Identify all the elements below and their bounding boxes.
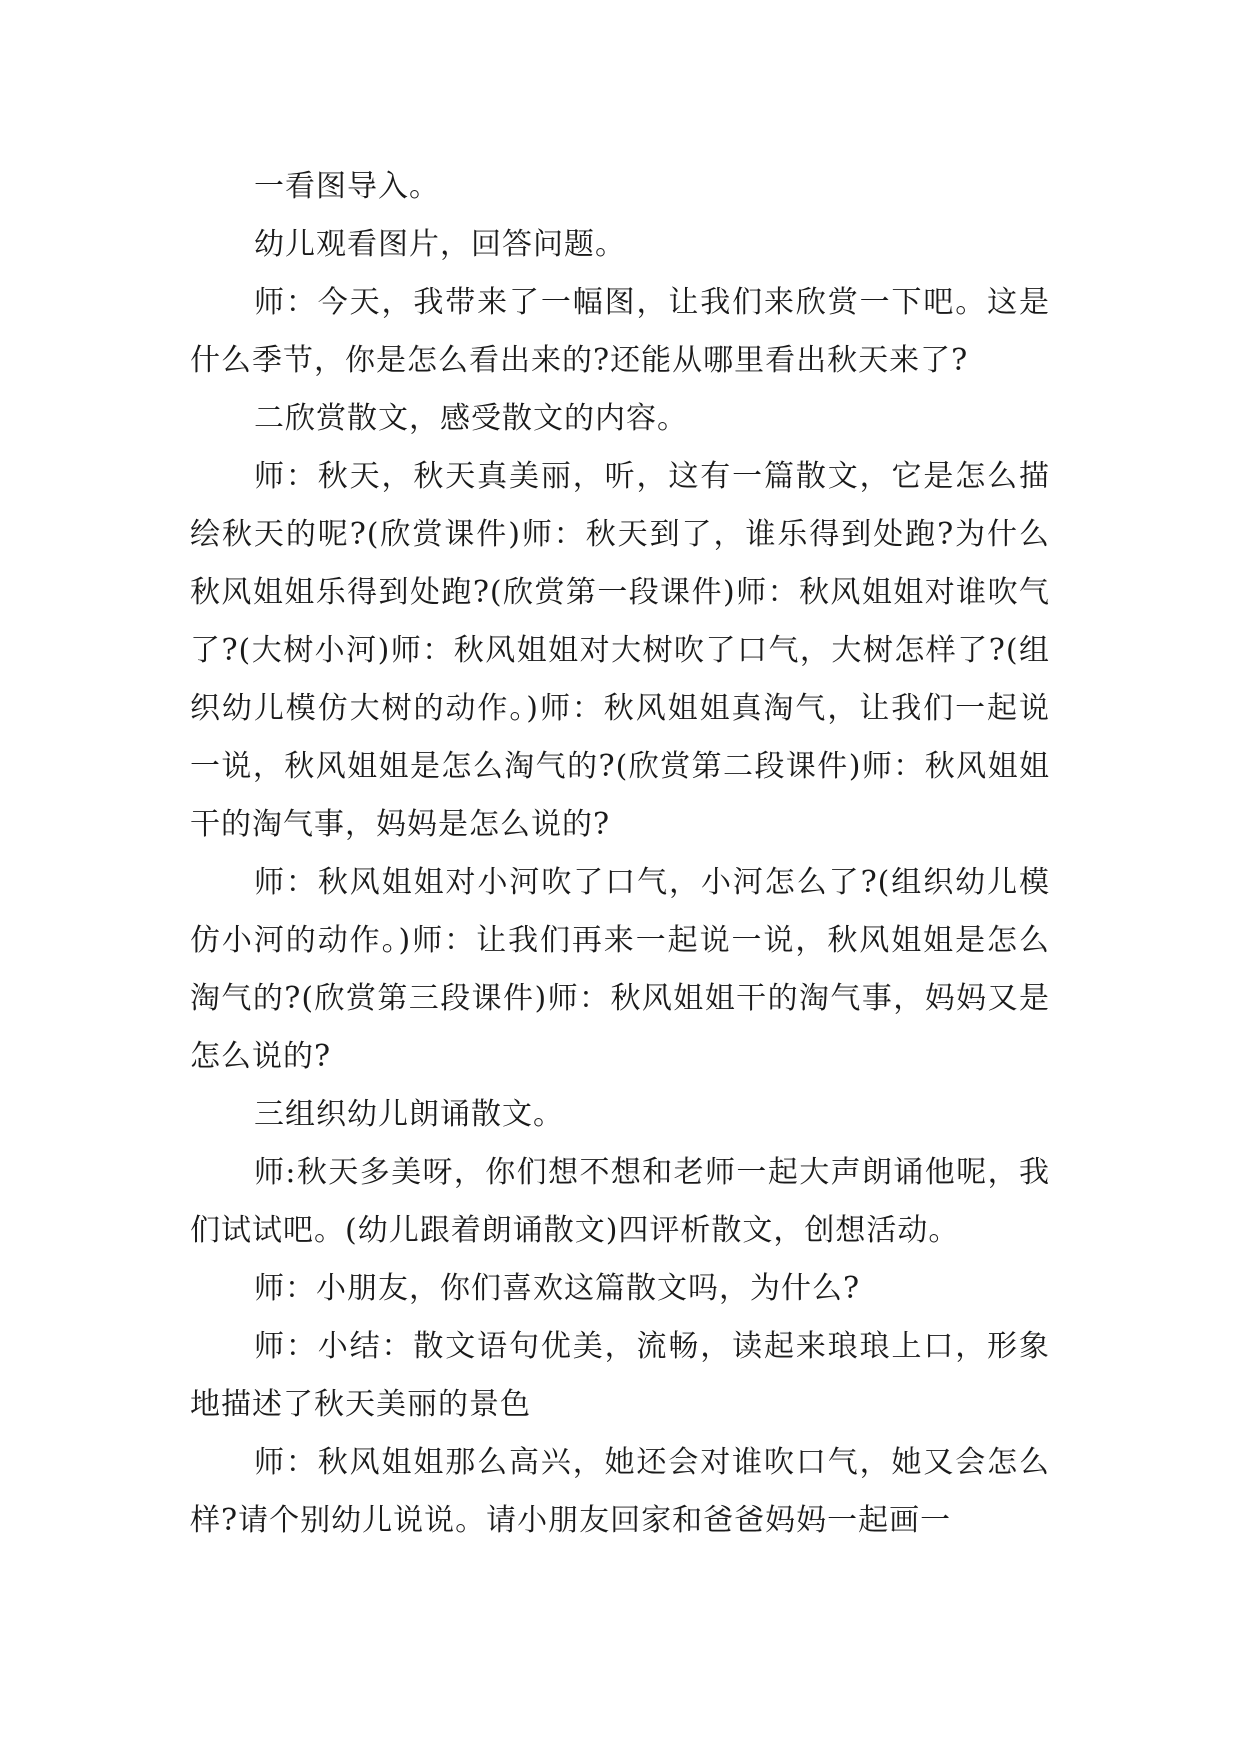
document-body xyxy=(190,158,1050,1550)
paragraph-6: 师：秋风姐姐对小河吹了口气，小河怎么了?(组织幼儿模仿小河的动作。)师：让我们再来一起说一说，秋风姐姐是怎么淘气的?(欣赏第三段课件)师：秋风姐姐干的淘气事，妈妈又是怎么说的? xyxy=(190,865,1050,1074)
paragraph-1: 一看图导入。 xyxy=(254,169,440,204)
paragraph-3: 师：今天，我带来了一幅图，让我们来欣赏一下吧。这是什么季节，你是怎么看出来的?还能从哪里看出秋天来了? xyxy=(190,285,1050,378)
paragraph-7: 三组织幼儿朗诵散文。 xyxy=(254,1097,564,1132)
paragraph-11: 师：秋风姐姐那么高兴，她还会对谁吹口气，她又会怎么样?请个别幼儿说说。请小朋友回家和爸爸妈妈一起画一 xyxy=(190,1445,1050,1538)
paragraph-5: 师：秋天，秋天真美丽，听，这有一篇散文，它是怎么描绘秋天的呢?(欣赏课件)师：秋天到了，谁乐得到处跑?为什么秋风姐姐乐得到处跑?(欣赏第一段课件)师：秋风姐姐对谁吹气了?(大树小河)师：秋风姐姐对大树吹了口气，大树怎样了?(组织幼儿模仿大树的动作。)师：秋风姐姐真淘气，让我们一起说一说，秋风姐姐是怎么淘气的?(欣赏第二段课件)师：秋风姐姐干的淘气事，妈妈是怎么说的? xyxy=(190,459,1050,842)
paragraph-10: 师：小结：散文语句优美，流畅，读起来琅琅上口，形象地描述了秋天美丽的景色 xyxy=(190,1329,1050,1422)
paragraph-2: 幼儿观看图片，回答问题。 xyxy=(254,227,626,262)
paragraph-9: 师：小朋友，你们喜欢这篇散文吗，为什么? xyxy=(254,1271,861,1306)
paragraph-4: 二欣赏散文，感受散文的内容。 xyxy=(254,401,688,436)
paragraph-8: 师:秋天多美呀，你们想不想和老师一起大声朗诵他呢，我们试试吧。(幼儿跟着朗诵散文)四评析散文，创想活动。 xyxy=(190,1155,1050,1248)
